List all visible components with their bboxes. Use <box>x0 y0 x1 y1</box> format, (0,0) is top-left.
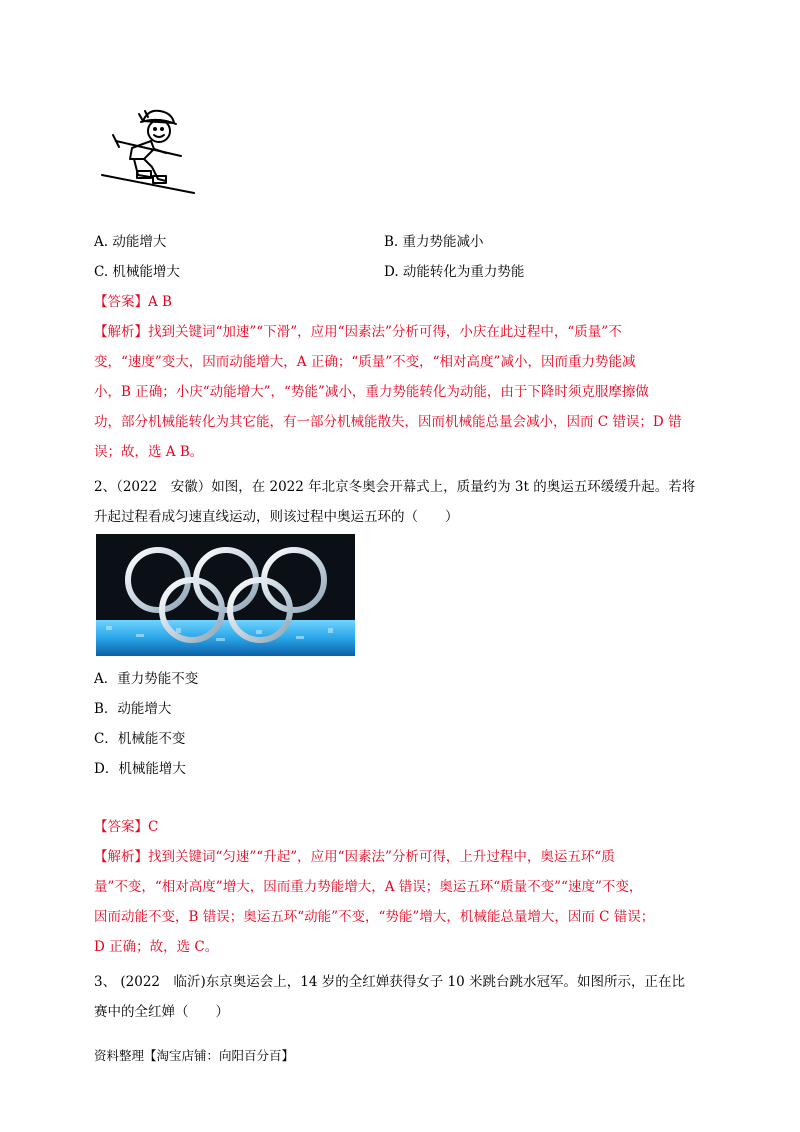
option-c-1: C. 机械能增大 <box>94 264 180 280</box>
option-b-1: B. 重力势能减小 <box>384 234 484 250</box>
answer-1: 【答案】A B <box>94 294 172 310</box>
option-a-2: A．重力势能不变 <box>94 671 199 687</box>
question-2-line: 2、（2022 安徽）如图，在 2022 年北京冬奥会开幕式上，质量约为 3t 的奥运五环缓缓升起。若将 <box>94 479 696 495</box>
skier-illustration <box>96 105 200 195</box>
question-3-line: 3、 (2022 临沂)东京奥运会上，14 岁的全红婵获得女子 10 米跳台跳水冠军。如图所示，正在比 <box>94 974 685 990</box>
question-3 <box>94 967 714 1027</box>
analysis-1 <box>94 317 714 467</box>
analysis-2 <box>94 842 714 962</box>
analysis-2-line: 【解析】找到关键词“匀速”“升起”，应用“因素法”分析可得，上升过程中，奥运五环“质 <box>94 849 615 865</box>
answer-2: 【答案】C <box>94 819 159 835</box>
analysis-1-line: 功，部分机械能转化为其它能，有一部分机械能散失，因而机械能总量会减小，因而 C 错误；D 错 <box>94 414 682 430</box>
question-3-line: 赛中的全红婵（ ） <box>94 1004 229 1020</box>
olympic-rings-photo <box>96 534 355 656</box>
analysis-1-line: 变，“速度”变大，因而动能增大，A 正确；“质量”不变，“相对高度”减小，因而重力势能减 <box>94 354 636 370</box>
option-c-2: C．机械能不变 <box>94 731 186 747</box>
analysis-2-line: 因而动能不变，B 错误；奥运五环“动能”不变，“势能”增大，机械能总量增大，因而 C 错误； <box>94 909 655 925</box>
analysis-1-line: 误；故，选 A B。 <box>94 444 204 460</box>
analysis-2-line: 量”不变，“相对高度”增大，因而重力势能增大，A 错误；奥运五环“质量不变”“速度”不变， <box>94 879 643 895</box>
option-b-2: B．动能增大 <box>94 701 172 717</box>
option-a-1: A. 动能增大 <box>94 234 167 250</box>
analysis-2-line: D 正确；故，选 C。 <box>94 939 219 955</box>
question-2-line: 升起过程看成匀速直线运动，则该过程中奥运五环的（ ） <box>94 509 459 525</box>
option-d-1: D. 动能转化为重力势能 <box>384 264 525 280</box>
question-2 <box>94 472 714 532</box>
page-footer: 资料整理【淘宝店铺：向阳百分百】 <box>94 1048 295 1063</box>
analysis-1-line: 【解析】找到关键词“加速”“下滑”，应用“因素法”分析可得，小庆在此过程中，“质量”不 <box>94 324 622 340</box>
analysis-1-line: 小，B 正确；小庆“动能增大”，“势能”减小，重力势能转化为动能，由于下降时须克服摩擦做 <box>94 384 649 400</box>
option-d-2: D．机械能增大 <box>94 761 186 777</box>
